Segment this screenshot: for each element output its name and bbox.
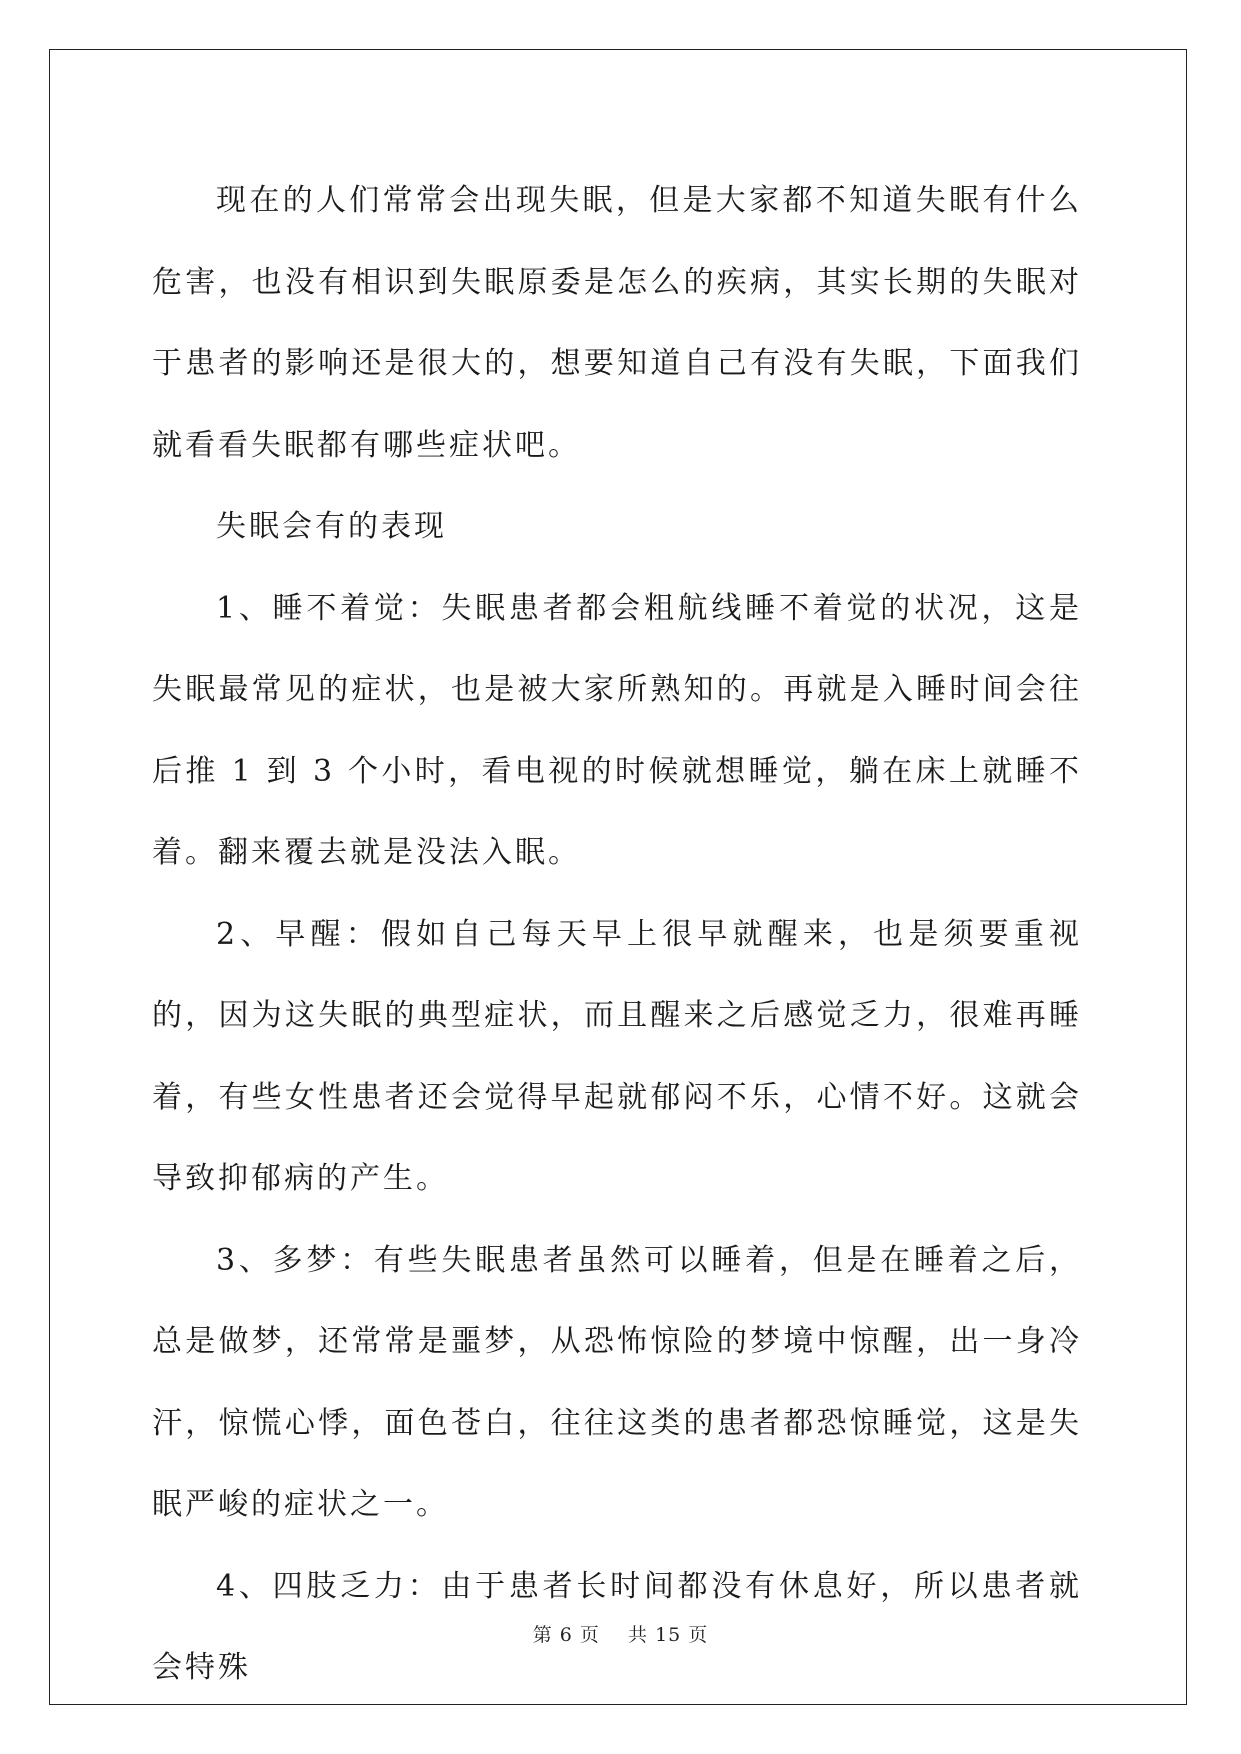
page-total: 共 15 页: [628, 1624, 709, 1646]
paragraph-item-1: 1、睡不着觉：失眠患者都会粗航线睡不着觉的状况，这是失眠最常见的症状，也是被大家所熟知的。再就是入睡时间会往后推 1 到 3 个小时，看电视的时候就想睡觉，躺在床上就睡不着。翻来覆去就是没法入眠。: [152, 590, 1082, 870]
paragraph-intro: 现在的人们常常会出现失眠，但是大家都不知道失眠有什么危害，也没有相识到失眠原委是怎么的疾病，其实长期的失眠对于患者的影响还是很大的，想要知道自己有没有失眠，下面我们就看看失眠都有哪些症状吧。: [152, 183, 1082, 463]
paragraph-item-3: 3、多梦：有些失眠患者虽然可以睡着，但是在睡着之后，总是做梦，还常常是噩梦，从恐怖惊险的梦境中惊醒，出一身冷汗，惊慌心悸，面色苍白，往往这类的患者都恐惊睡觉，这是失眠严峻的症状之一。: [152, 1242, 1082, 1522]
paragraph-item-2: 2、早醒：假如自己每天早上很早就醒来，也是须要重视的，因为这失眠的典型症状，而且醒来之后感觉乏力，很难再睡着，有些女性患者还会觉得早起就郁闷不乐，心情不好。这就会导致抑郁病的产生。: [152, 916, 1082, 1196]
paragraph-item-4: 4、四肢乏力：由于患者长时间都没有休息好，所以患者就会特殊: [152, 1568, 1082, 1685]
page-number: 第 6 页: [532, 1624, 600, 1646]
document-body: [152, 160, 1082, 1709]
page-footer: [0, 1620, 1241, 1647]
section-heading: 失眠会有的表现: [216, 509, 447, 544]
